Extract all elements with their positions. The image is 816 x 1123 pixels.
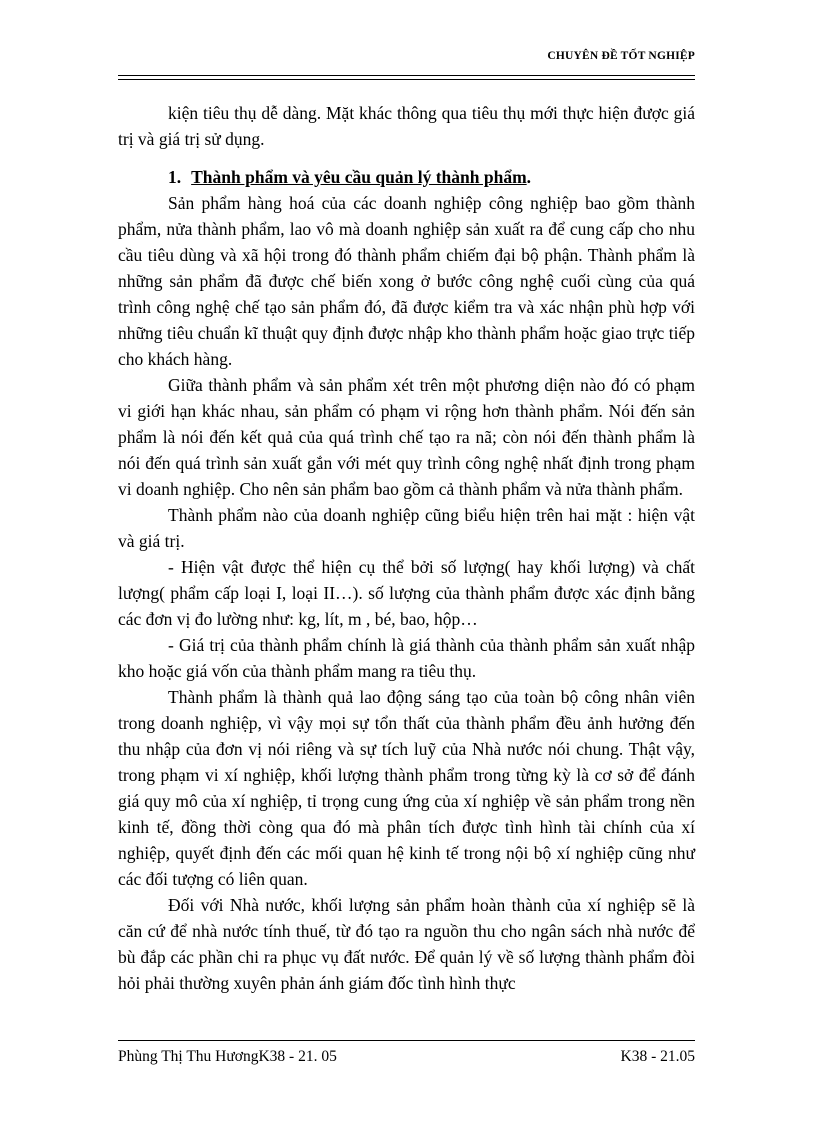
paragraph: Thành phẩm là thành quả lao động sáng tạo của toàn bộ công nhân viên trong doanh nghiệp, vì vậy mọi sự tổn thất của thành phẩm đều ảnh hưởng đến thu nhập của đơn vị nói riêng và sự tích luỹ của Nhà nước nói chung. Thật vậy, trong phạm vi xí nghiệp, khối lượng thành phẩm trong từng kỳ là cơ sở để đánh giá quy mô của xí nghiệp, tỉ trọng cung ứng của xí nghiệp về sản phẩm trong nền kinh tế, đồng thời còng qua đó mà phân tích được tình hình tài chính của xí nghiệp, quyết định đến các mối quan hệ kinh tế trong nội bộ xí nghiệp cũng như các đối tượng có liên quan. (118, 687, 695, 889)
header-title: CHUYÊN ĐỀ TỐT NGHIỆP (547, 50, 695, 62)
document-body (118, 100, 695, 996)
footer-author: Phùng Thị Thu HươngK38 - 21. 05 (118, 1048, 337, 1065)
footer-class: K38 - 21.05 (620, 1048, 695, 1065)
section-title-end: . (526, 167, 532, 187)
section-heading (118, 164, 695, 190)
paragraph: Đối với Nhà nước, khối lượng sản phẩm hoàn thành của xí nghiệp sẽ là căn cứ để nhà nước tính thuế, từ đó tạo ra nguồn thu cho ngân sách nhà nước để bù đắp các phần chi ra phục vụ đất nước. Để quản lý về số lượng thành phẩm đòi hỏi phải thường xuyên phản ánh giám đốc tình hình thực (118, 895, 695, 993)
section-title: Thành phẩm và yêu cầu quản lý thành phẩm (191, 167, 527, 187)
paragraph-bullet: - Hiện vật được thể hiện cụ thể bởi số lượng( hay khối lượng) và chất lượng( phẩm cấp loại I, loại II…). số lượng của thành phẩm được xác định bằng các đơn vị đo lường như: kg, lít, m , bé, bao, hộp… (118, 557, 695, 629)
section-number: 1. (168, 167, 182, 187)
paragraph-bullet: - Giá trị của thành phẩm chính là giá thành của thành phẩm sản xuất nhập kho hoặc giá vốn của thành phẩm mang ra tiêu thụ. (118, 635, 695, 681)
paragraph: Thành phẩm nào của doanh nghiệp cũng biểu hiện trên hai mặt : hiện vật và giá trị. (118, 505, 695, 551)
paragraph: Sản phẩm hàng hoá của các doanh nghiệp công nghiệp bao gồm thành phẩm, nửa thành phẩm, lao vô mà doanh nghiệp sản xuất ra để cung cấp cho nhu cầu tiêu dùng và xã hội trong đó thành phẩm chiếm đại bộ phận. Thành phẩm là những sản phẩm đã được chế biến xong ở bước công nghệ cuối cùng của quá trình công nghệ chế tạo sản phẩm đó, đã được kiểm tra và xác nhận phù hợp với những tiêu chuẩn kĩ thuật quy định được nhập kho thành phẩm hoặc giao trực tiếp cho khách hàng. (118, 193, 695, 369)
paragraph-continuation: kiện tiêu thụ dễ dàng. Mặt khác thông qua tiêu thụ mới thực hiện được giá trị và giá trị sử dụng. (118, 103, 695, 149)
header-rule (118, 75, 695, 76)
header-rule-double (118, 79, 695, 80)
footer-rule (118, 1040, 695, 1041)
paragraph: Giữa thành phẩm và sản phẩm xét trên một phương diện nào đó có phạm vi giới hạn khác nhau, sản phẩm có phạm vi rộng hơn thành phẩm. Nói đến sản phẩm là nói đến kết quả của quá trình chế tạo ra nã; còn nói đến thành phẩm là nói đến quá trình sản xuất gắn với mét quy trình công nghệ nhất định trong phạm vi doanh nghiệp. Cho nên sản phẩm bao gồm cả thành phẩm và nửa thành phẩm. (118, 375, 695, 499)
